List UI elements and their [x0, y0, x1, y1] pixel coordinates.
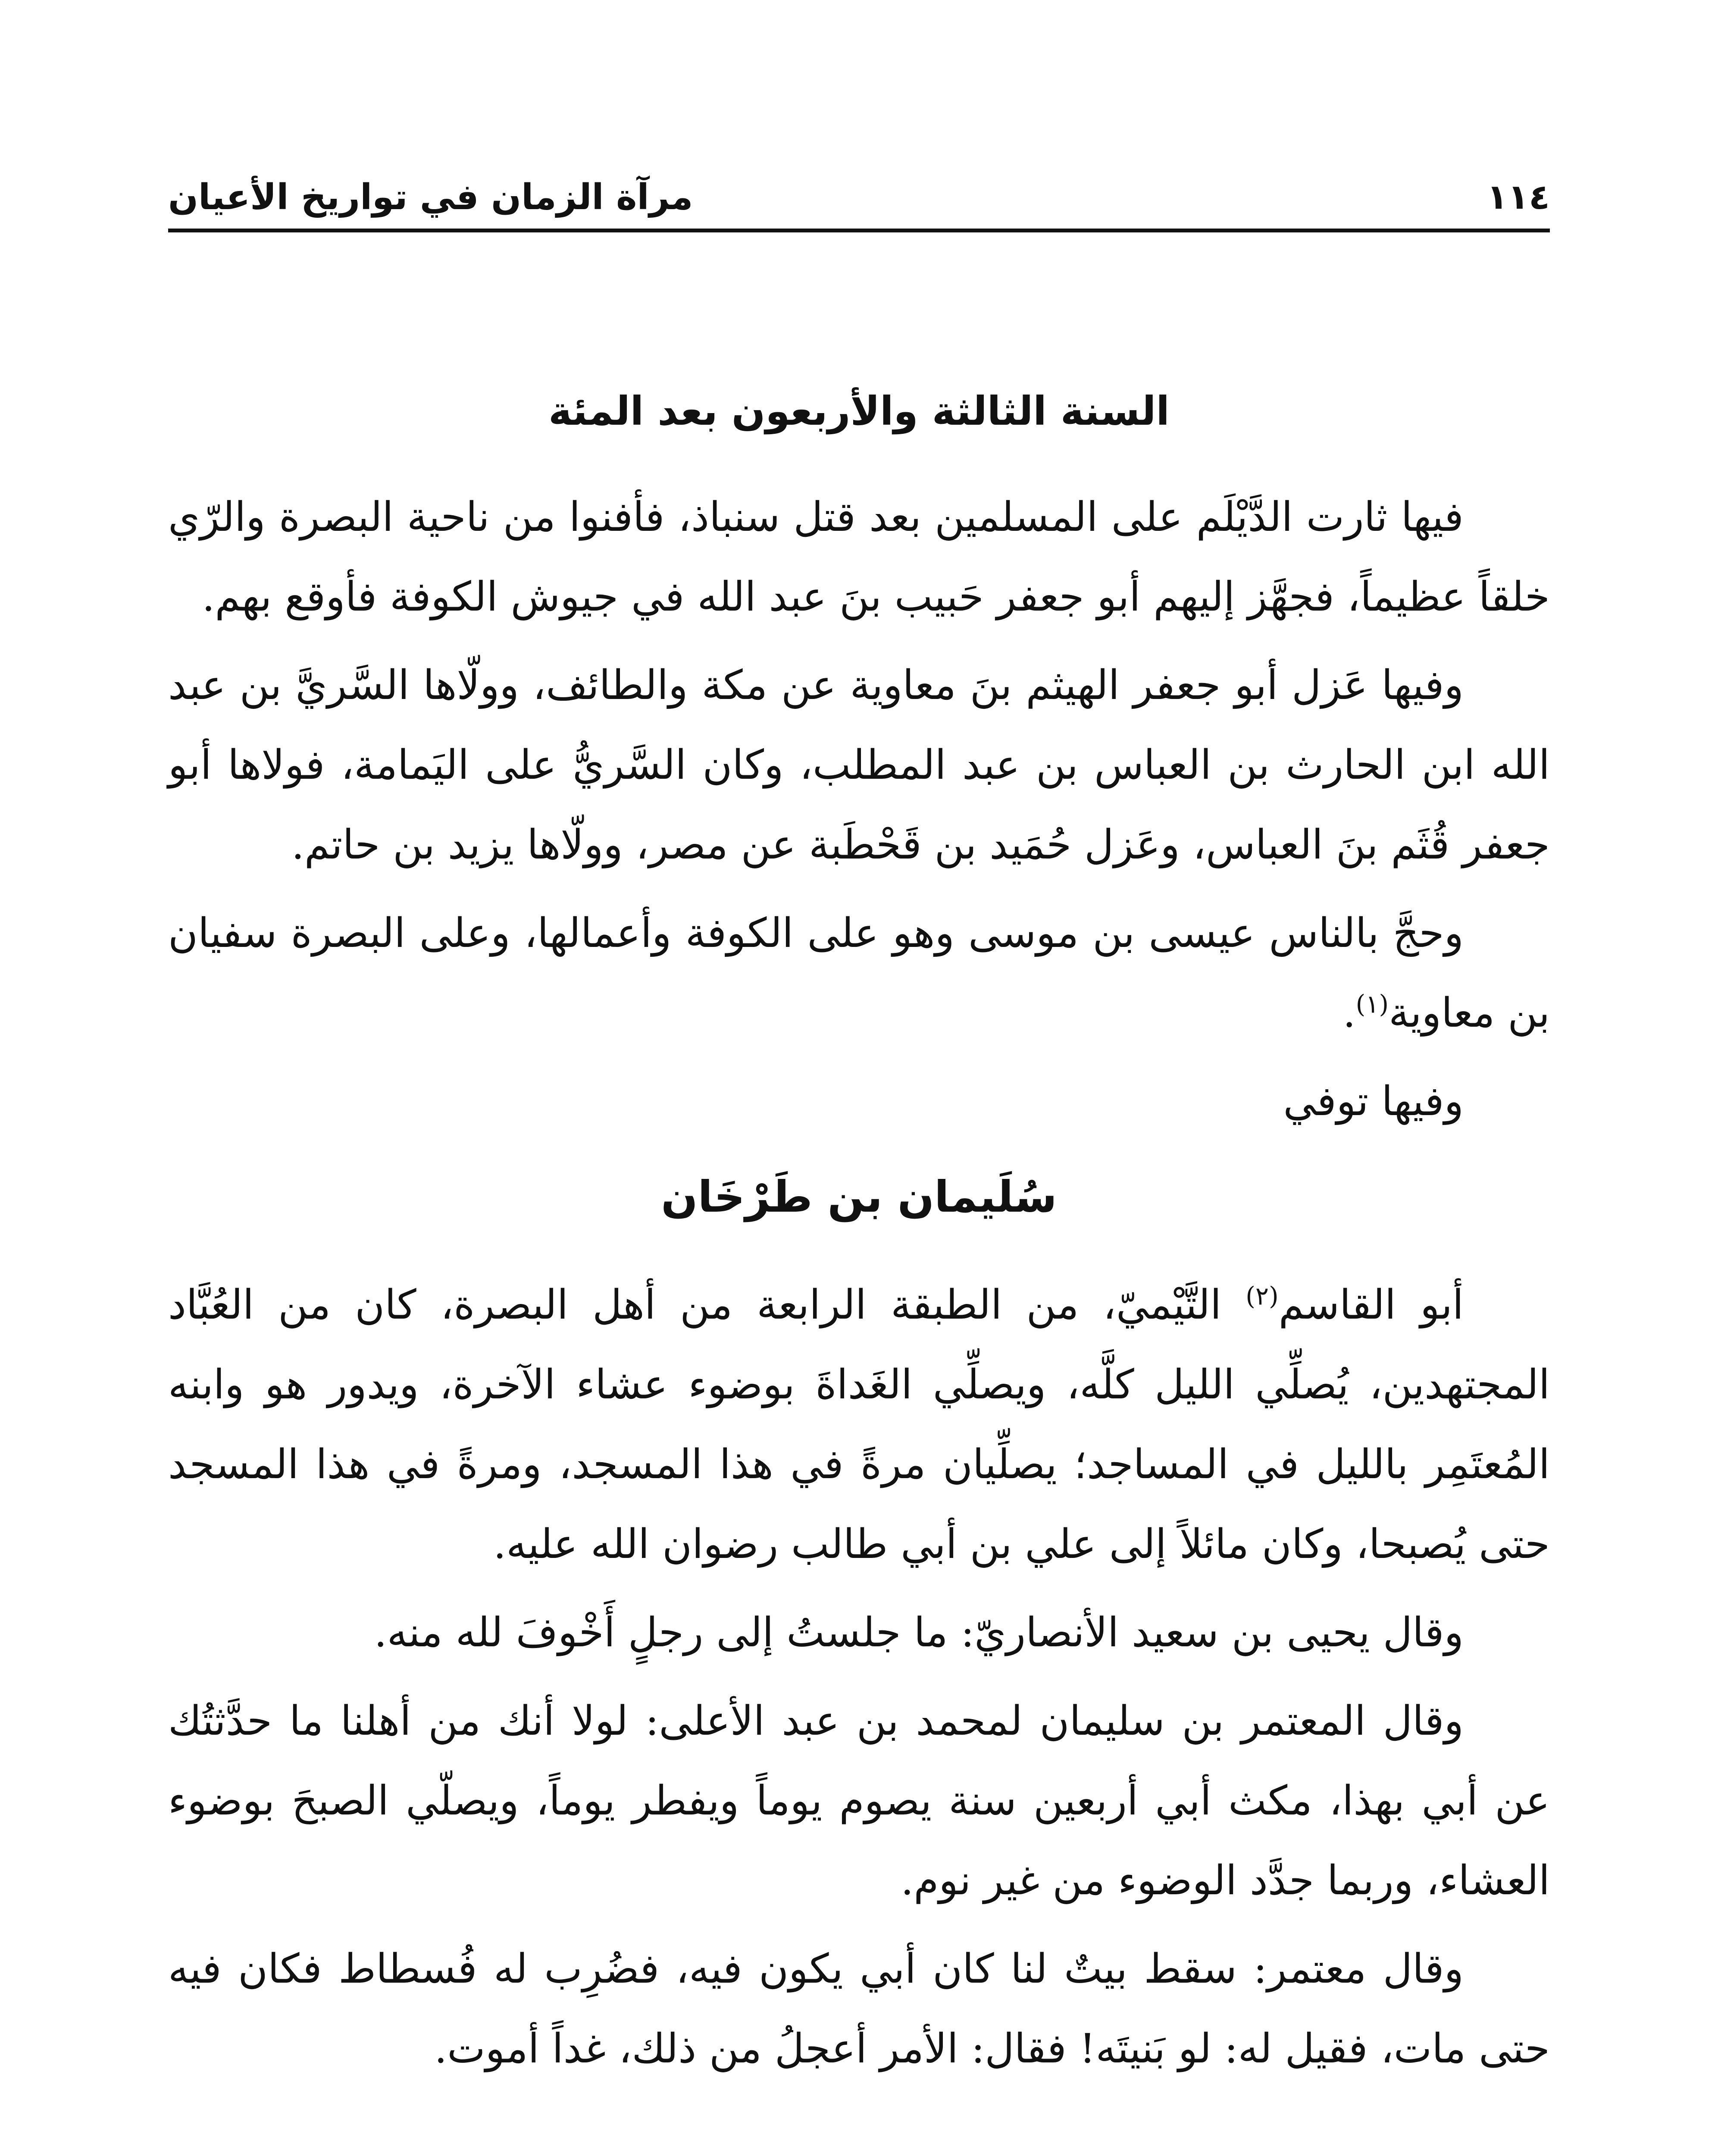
paragraph-bio-first	[168, 1265, 1550, 1584]
paragraph-hajj	[168, 893, 1550, 1053]
bio-first-rest: التَّيْميّ، من الطبقة الرابعة من أهل البصرة، كان من العُبَّاد المجتهدين، يُصلِّي الليل كلَّه، ويصلِّي الغَداةَ بوضوء عشاء الآخرة، ويدور هو وابنه المُعتَمِر بالليل في المساجد؛ يصلِّيان مرةً في هذا المسجد، ومرةً في هذا المسجد حتى يُصبحا، وكان مائلاً إلى علي بن أبي طالب رضوان الله عليه.	[168, 1282, 1550, 1568]
bio-first-start: أبو القاسم	[1278, 1282, 1464, 1329]
footnote-marker-1: (١)	[1355, 989, 1389, 1019]
paragraph: وقال معتمر: سقط بيتٌ لنا كان أبي يكون فيه، فضُرِب له فُسطاط فكان فيه حتى مات، فقيل له: لو بَنيتَه! فقال: الأمر أعجلُ من ذلك، غداً أموت.	[168, 1946, 1550, 2072]
footnote-marker-2: (٢)	[1245, 1281, 1279, 1311]
year-section-title: السنة الثالثة والأربعون بعد المئة	[548, 388, 1170, 434]
paragraph: وفيها عَزل أبو جعفر الهيثم بنَ معاوية عن مكة والطائف، وولّاها السَّريَّ بن عبد الله ابن الحارث بن العباس بن عبد المطلب، وكان السَّريُّ على اليَمامة، فولاها أبو جعفر قُثَم بنَ العباس، وعَزل حُمَيد بن قَحْطَبة عن مصر، وولّاها يزيد بن حاتم.	[168, 662, 1550, 868]
book-title: مرآة الزمان في تواريخ الأعيان	[168, 177, 693, 218]
paragraph-died-intro: وفيها توفي	[1283, 1078, 1464, 1125]
running-header	[168, 155, 1550, 232]
paragraph: فيها ثارت الدَّيْلَم على المسلمين بعد قتل سنباذ، فأفنوا من ناحية البصرة والرّي خلقاً عظيماً، فجهَّز إليهم أبو جعفر حَبيب بنَ عبد الله في جيوش الكوفة فأوقع بهم.	[168, 494, 1550, 620]
paragraph: وقال يحيى بن سعيد الأنصاريّ: ما جلستُ إلى رجلٍ أَخْوفَ لله منه.	[374, 1609, 1464, 1656]
hajj-text: وحجَّ بالناس عيسى بن موسى وهو على الكوفة وأعمالها، وعلى البصرة سفيان بن معاوية	[168, 910, 1550, 1037]
biography-title: سُلَيمان بن طَرْخَان	[661, 1172, 1057, 1222]
paragraph: وقال المعتمر بن سليمان لمحمد بن عبد الأعلى: لولا أنك من أهلنا ما حدَّثتُك عن أبي بهذا، مكث أبي أربعين سنة يصوم يوماً ويفطر يوماً، ويصلّي الصبحَ بوضوء العشاء، وربما جدَّد الوضوء من غير نوم.	[168, 1698, 1550, 1904]
page-number: ١١٤	[1486, 177, 1550, 217]
page-body	[168, 388, 1550, 2097]
hajj-end: .	[1342, 990, 1356, 1037]
